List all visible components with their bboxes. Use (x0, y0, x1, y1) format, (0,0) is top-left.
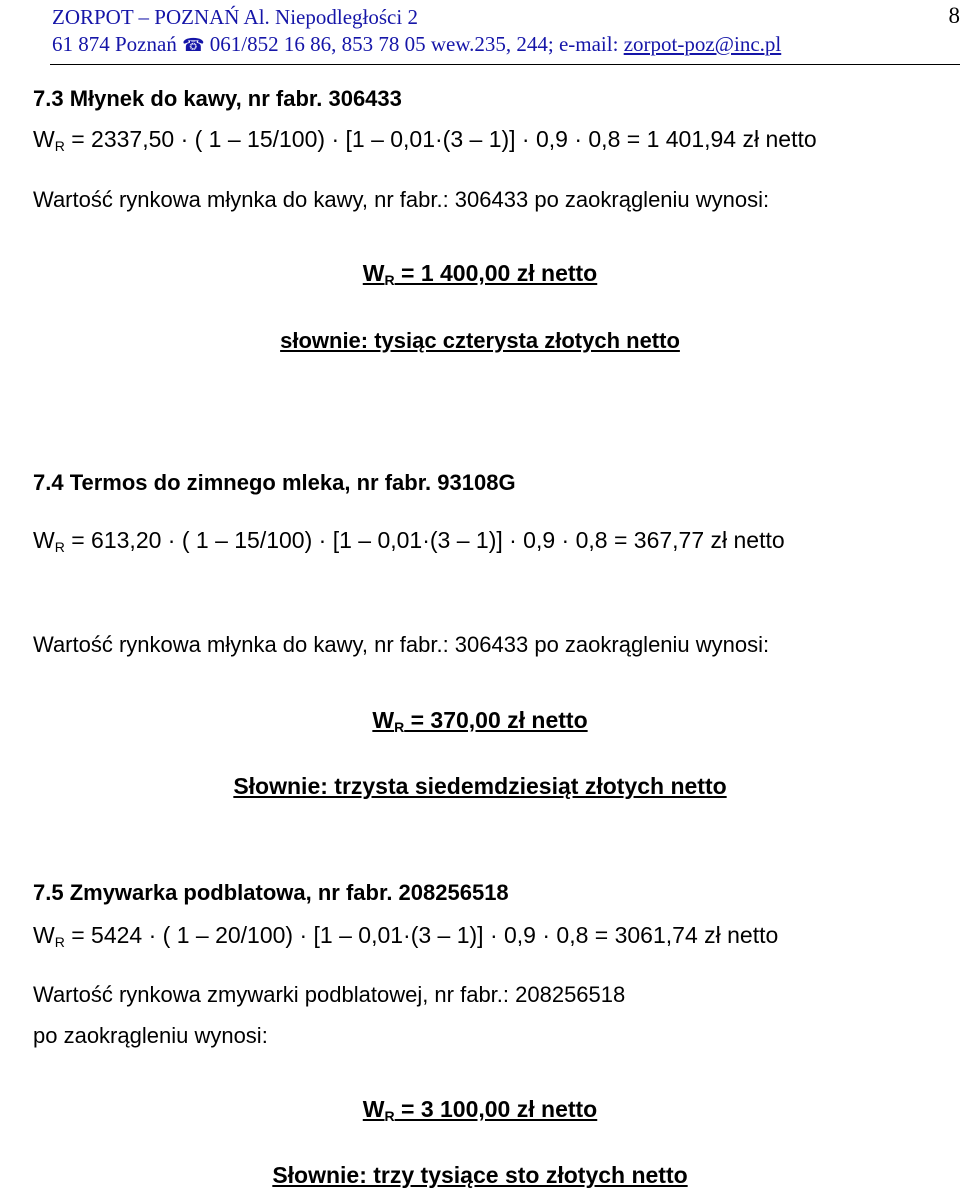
result-w: W (362, 1096, 385, 1122)
amount-in-words: Słownie: trzysta siedemdziesiąt złotych netto (233, 773, 727, 799)
formula-line (33, 126, 817, 152)
formula-line (33, 922, 778, 948)
amount-in-words: słownie: tysiąc czterysta złotych netto (280, 328, 680, 353)
result-line (0, 707, 960, 733)
value-description: Wartość rynkowa młynka do kawy, nr fabr.: 306433 po zaokrągleniu wynosi: (33, 187, 770, 212)
result-value: = 370,00 zł netto (404, 707, 588, 733)
formula-w: W (33, 922, 55, 948)
postal-city: 61 874 Poznań (52, 32, 177, 56)
result-value: = 1 400,00 zł netto (394, 260, 598, 286)
formula-expression: = 5424 · ( 1 – 20/100) · [1 – 0,01·(3 – 1)] · 0,9 · 0,8 = 3061,74 zł netto (64, 922, 779, 948)
formula-expression: = 2337,50 · ( 1 – 15/100) · [1 – 0,01·(3 – 1)] · 0,9 · 0,8 = 1 401,94 zł netto (64, 126, 817, 152)
phone-numbers: 061/852 16 86, 853 78 05 wew.235, 244; e-mail: (209, 32, 619, 56)
amount-in-words: Słownie: trzy tysiące sto złotych netto (272, 1162, 688, 1188)
result-w: W (372, 707, 395, 733)
value-description: Wartość rynkowa młynka do kawy, nr fabr.: 306433 po zaokrągleniu wynosi: (33, 632, 770, 657)
formula-r: R (54, 539, 65, 555)
header-divider (50, 64, 960, 65)
section-heading: 7.3 Młynek do kawy, nr fabr. 306433 (33, 86, 402, 111)
result-w: W (362, 260, 385, 286)
section-heading: 7.4 Termos do zimnego mleka, nr fabr. 93108G (33, 470, 516, 495)
result-r: R (394, 719, 405, 735)
value-description: Wartość rynkowa zmywarki podblatowej, nr fabr.: 208256518 (33, 982, 626, 1007)
formula-line (33, 527, 785, 553)
letterhead-contact (52, 30, 912, 59)
page-number: 8 (948, 3, 960, 28)
formula-w: W (33, 126, 55, 152)
formula-r: R (54, 934, 65, 950)
phone-icon: ☎ (182, 35, 205, 55)
result-r: R (384, 272, 395, 288)
formula-r: R (54, 138, 65, 154)
letterhead (52, 3, 912, 31)
section-heading: 7.5 Zmywarka podblatowa, nr fabr. 208256518 (33, 880, 509, 905)
company-address: ZORPOT – POZNAŃ Al. Niepodległości 2 (52, 5, 418, 29)
result-line (0, 260, 960, 286)
value-description-continued: po zaokrągleniu wynosi: (33, 1023, 268, 1048)
email-link[interactable]: zorpot-poz@inc.pl (623, 32, 782, 56)
result-value: = 3 100,00 zł netto (394, 1096, 598, 1122)
result-r: R (384, 1108, 395, 1124)
formula-w: W (33, 527, 55, 553)
result-line (0, 1096, 960, 1122)
formula-expression: = 613,20 · ( 1 – 15/100) · [1 – 0,01·(3 – 1)] · 0,9 · 0,8 = 367,77 zł netto (64, 527, 785, 553)
